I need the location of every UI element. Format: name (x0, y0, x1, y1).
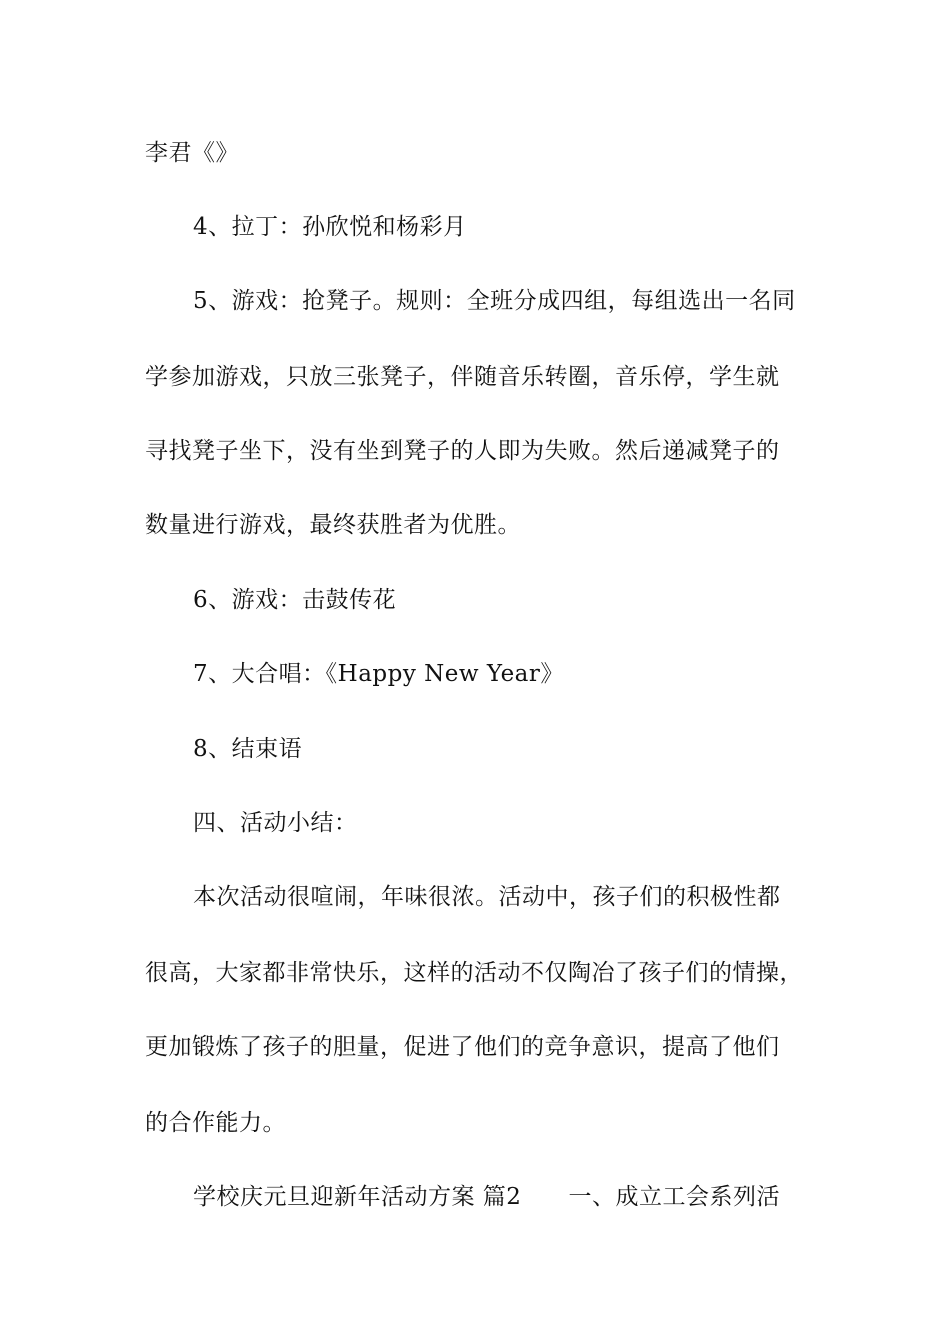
list-item-4: 4、拉丁：孙欣悦和杨彩月 (193, 214, 467, 240)
list-item-6: 6、游戏：击鼓传花 (193, 587, 397, 613)
text-line: 寻找凳子坐下，没有坐到凳子的人即为失败。然后递减凳子的 (145, 438, 780, 464)
paragraph-line: 本次活动很喧闹，年味很浓。活动中，孩子们的积极性都 (193, 884, 781, 910)
section-title: 学校庆元旦迎新年活动方案 篇2 一、成立工会系列活 (193, 1184, 780, 1210)
list-item-5: 5、游戏：抢凳子。规则：全班分成四组，每组选出一名同 (193, 288, 796, 314)
paragraph-line: 更加锻炼了孩子的胆量，促进了他们的竞争意识，提高了他们 (145, 1034, 780, 1060)
text-line: 学参加游戏，只放三张凳子，伴随音乐转圈，音乐停，学生就 (145, 364, 780, 390)
section-heading: 四、活动小结： (193, 810, 358, 836)
paragraph-line: 的合作能力。 (145, 1110, 286, 1136)
list-item-7: 7、大合唱：《Happy New Year》 (193, 661, 564, 687)
paragraph-line: 很高，大家都非常快乐，这样的活动不仅陶冶了孩子们的情操， (145, 960, 803, 986)
text-line: 李君《》 (145, 140, 239, 166)
list-item-8: 8、结束语 (193, 736, 303, 762)
text-line: 数量进行游戏，最终获胜者为优胜。 (145, 512, 521, 538)
